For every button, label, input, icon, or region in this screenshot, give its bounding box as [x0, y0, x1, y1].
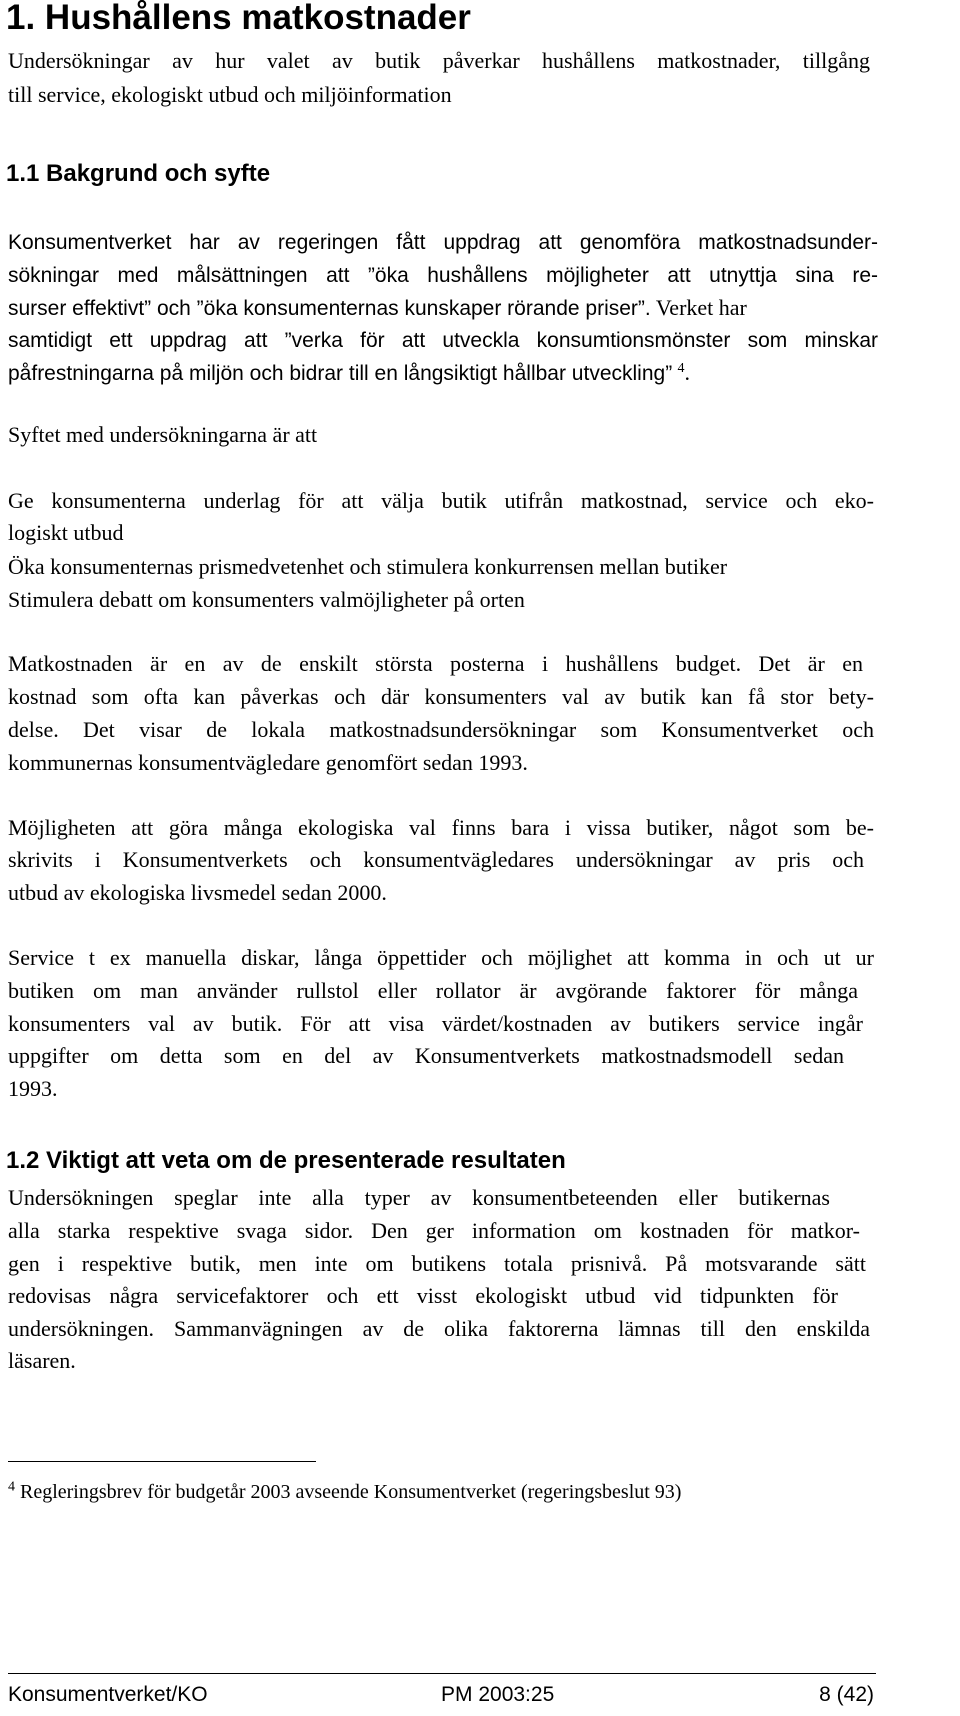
- purpose-item: Ge konsumenterna underlag för att välja butik utifrån matkostnad, service och eko-: [8, 488, 874, 513]
- paragraph-line: skrivits i Konsumentverkets och konsumentvägledares undersökningar av pris och: [8, 847, 864, 872]
- footer-center: PM 2003:25: [441, 1683, 555, 1706]
- paragraph-line: läsaren.: [8, 1348, 76, 1373]
- paragraph-line: Möjligheten att göra många ekologiska val finns bara i vissa butiker, något som be-: [8, 815, 874, 840]
- purpose-item: Öka konsumenternas prismedvetenhet och stimulera konkurrensen mellan butiker: [8, 554, 728, 579]
- paragraph-line: uppgifter om detta som en del av Konsumentverkets matkostnadsmodell sedan: [8, 1043, 844, 1068]
- paragraph-line: redovisas några servicefaktorer och ett visst ekologiskt utbud vid tidpunkten för: [8, 1283, 838, 1308]
- footer-left: Konsumentverket/KO: [8, 1683, 208, 1706]
- purpose-intro: Syftet med undersökningarna är att: [8, 422, 318, 447]
- paragraph-line: gen i respektive butik, men inte om butikens totala prisnivå. På motsvarande sätt: [8, 1251, 866, 1276]
- paragraph-line: Undersökningen speglar inte alla typer av konsumentbeteenden eller butikernas: [8, 1185, 830, 1210]
- purpose-item: Stimulera debatt om konsumenters valmöjligheter på orten: [8, 587, 525, 612]
- footer-page-number: 8 (42): [819, 1683, 874, 1706]
- chapter-heading: 1. Hushållens matkostnader: [6, 0, 471, 37]
- paragraph-line: Matkostnaden är en av de enskilt största posterna i hushållens budget. Det är en: [8, 651, 863, 676]
- footnote-separator: [8, 1461, 316, 1462]
- footnote-reference: 4: [677, 361, 685, 376]
- purpose-item: logiskt utbud: [8, 520, 124, 545]
- section-heading-1-2: 1.2 Viktigt att veta om de presenterade resultaten: [6, 1147, 566, 1174]
- footnote: [8, 1478, 681, 1506]
- paragraph-line: sökningar med målsättningen att ”öka hushållens möjligheter att utnyttja sina re-: [8, 264, 878, 287]
- paragraph-line: utbud av ekologiska livsmedel sedan 2000.: [8, 880, 387, 905]
- paragraph-line-part: .: [684, 360, 690, 385]
- paragraph-line-part: påfrestningarna på miljön och bidrar till en långsiktigt hållbar utveckling”: [8, 362, 673, 385]
- subtitle-line: till service, ekologiskt utbud och miljöinformation: [8, 82, 452, 107]
- paragraph-line: [8, 291, 747, 326]
- paragraph-line-part: Verket har: [650, 295, 747, 320]
- paragraph-line-part: surser effektivt” och ”öka konsumenternas kunskaper rörande priser”.: [8, 297, 651, 320]
- paragraph-line: delse. Det visar de lokala matkostnadsundersökningar som Konsumentverket och: [8, 717, 874, 742]
- footnote-text: Regleringsbrev för budgetår 2003 avseende Konsumentverket (regeringsbeslut 93): [20, 1481, 682, 1503]
- footnote-marker: 4: [8, 1479, 15, 1495]
- paragraph-line: samtidigt ett uppdrag att ”verka för att utveckla konsumtionsmönster som minskar: [8, 329, 878, 352]
- paragraph-line: konsumenters val av butik. För att visa värdet/kostnaden av butikers service ingår: [8, 1011, 863, 1036]
- footer-rule: [8, 1673, 876, 1674]
- paragraph-line: Service t ex manuella diskar, långa öppettider och möjlighet att komma in och ut ur: [8, 945, 874, 970]
- paragraph-line: alla starka respektive svaga sidor. Den ger information om kostnaden för matkor-: [8, 1218, 860, 1243]
- paragraph-line: 1993.: [8, 1076, 58, 1101]
- paragraph-line: Konsumentverket har av regeringen fått uppdrag att genomföra matkostnadsunder-: [8, 231, 878, 254]
- paragraph-line: [8, 356, 690, 391]
- paragraph-line: kommunernas konsumentvägledare genomfört sedan 1993.: [8, 750, 528, 775]
- subtitle-line: Undersökningar av hur valet av butik påverkar hushållens matkostnader, tillgång: [8, 48, 870, 73]
- paragraph-line: kostnad som ofta kan påverkas och där konsumenters val av butik kan få stor bety-: [8, 684, 874, 709]
- paragraph-line: undersökningen. Sammanvägningen av de olika faktorerna lämnas till den enskilda: [8, 1316, 870, 1341]
- section-heading-1-1: 1.1 Bakgrund och syfte: [6, 160, 271, 187]
- paragraph-line: butiken om man använder rullstol eller rollator är avgörande faktorer för många: [8, 978, 858, 1003]
